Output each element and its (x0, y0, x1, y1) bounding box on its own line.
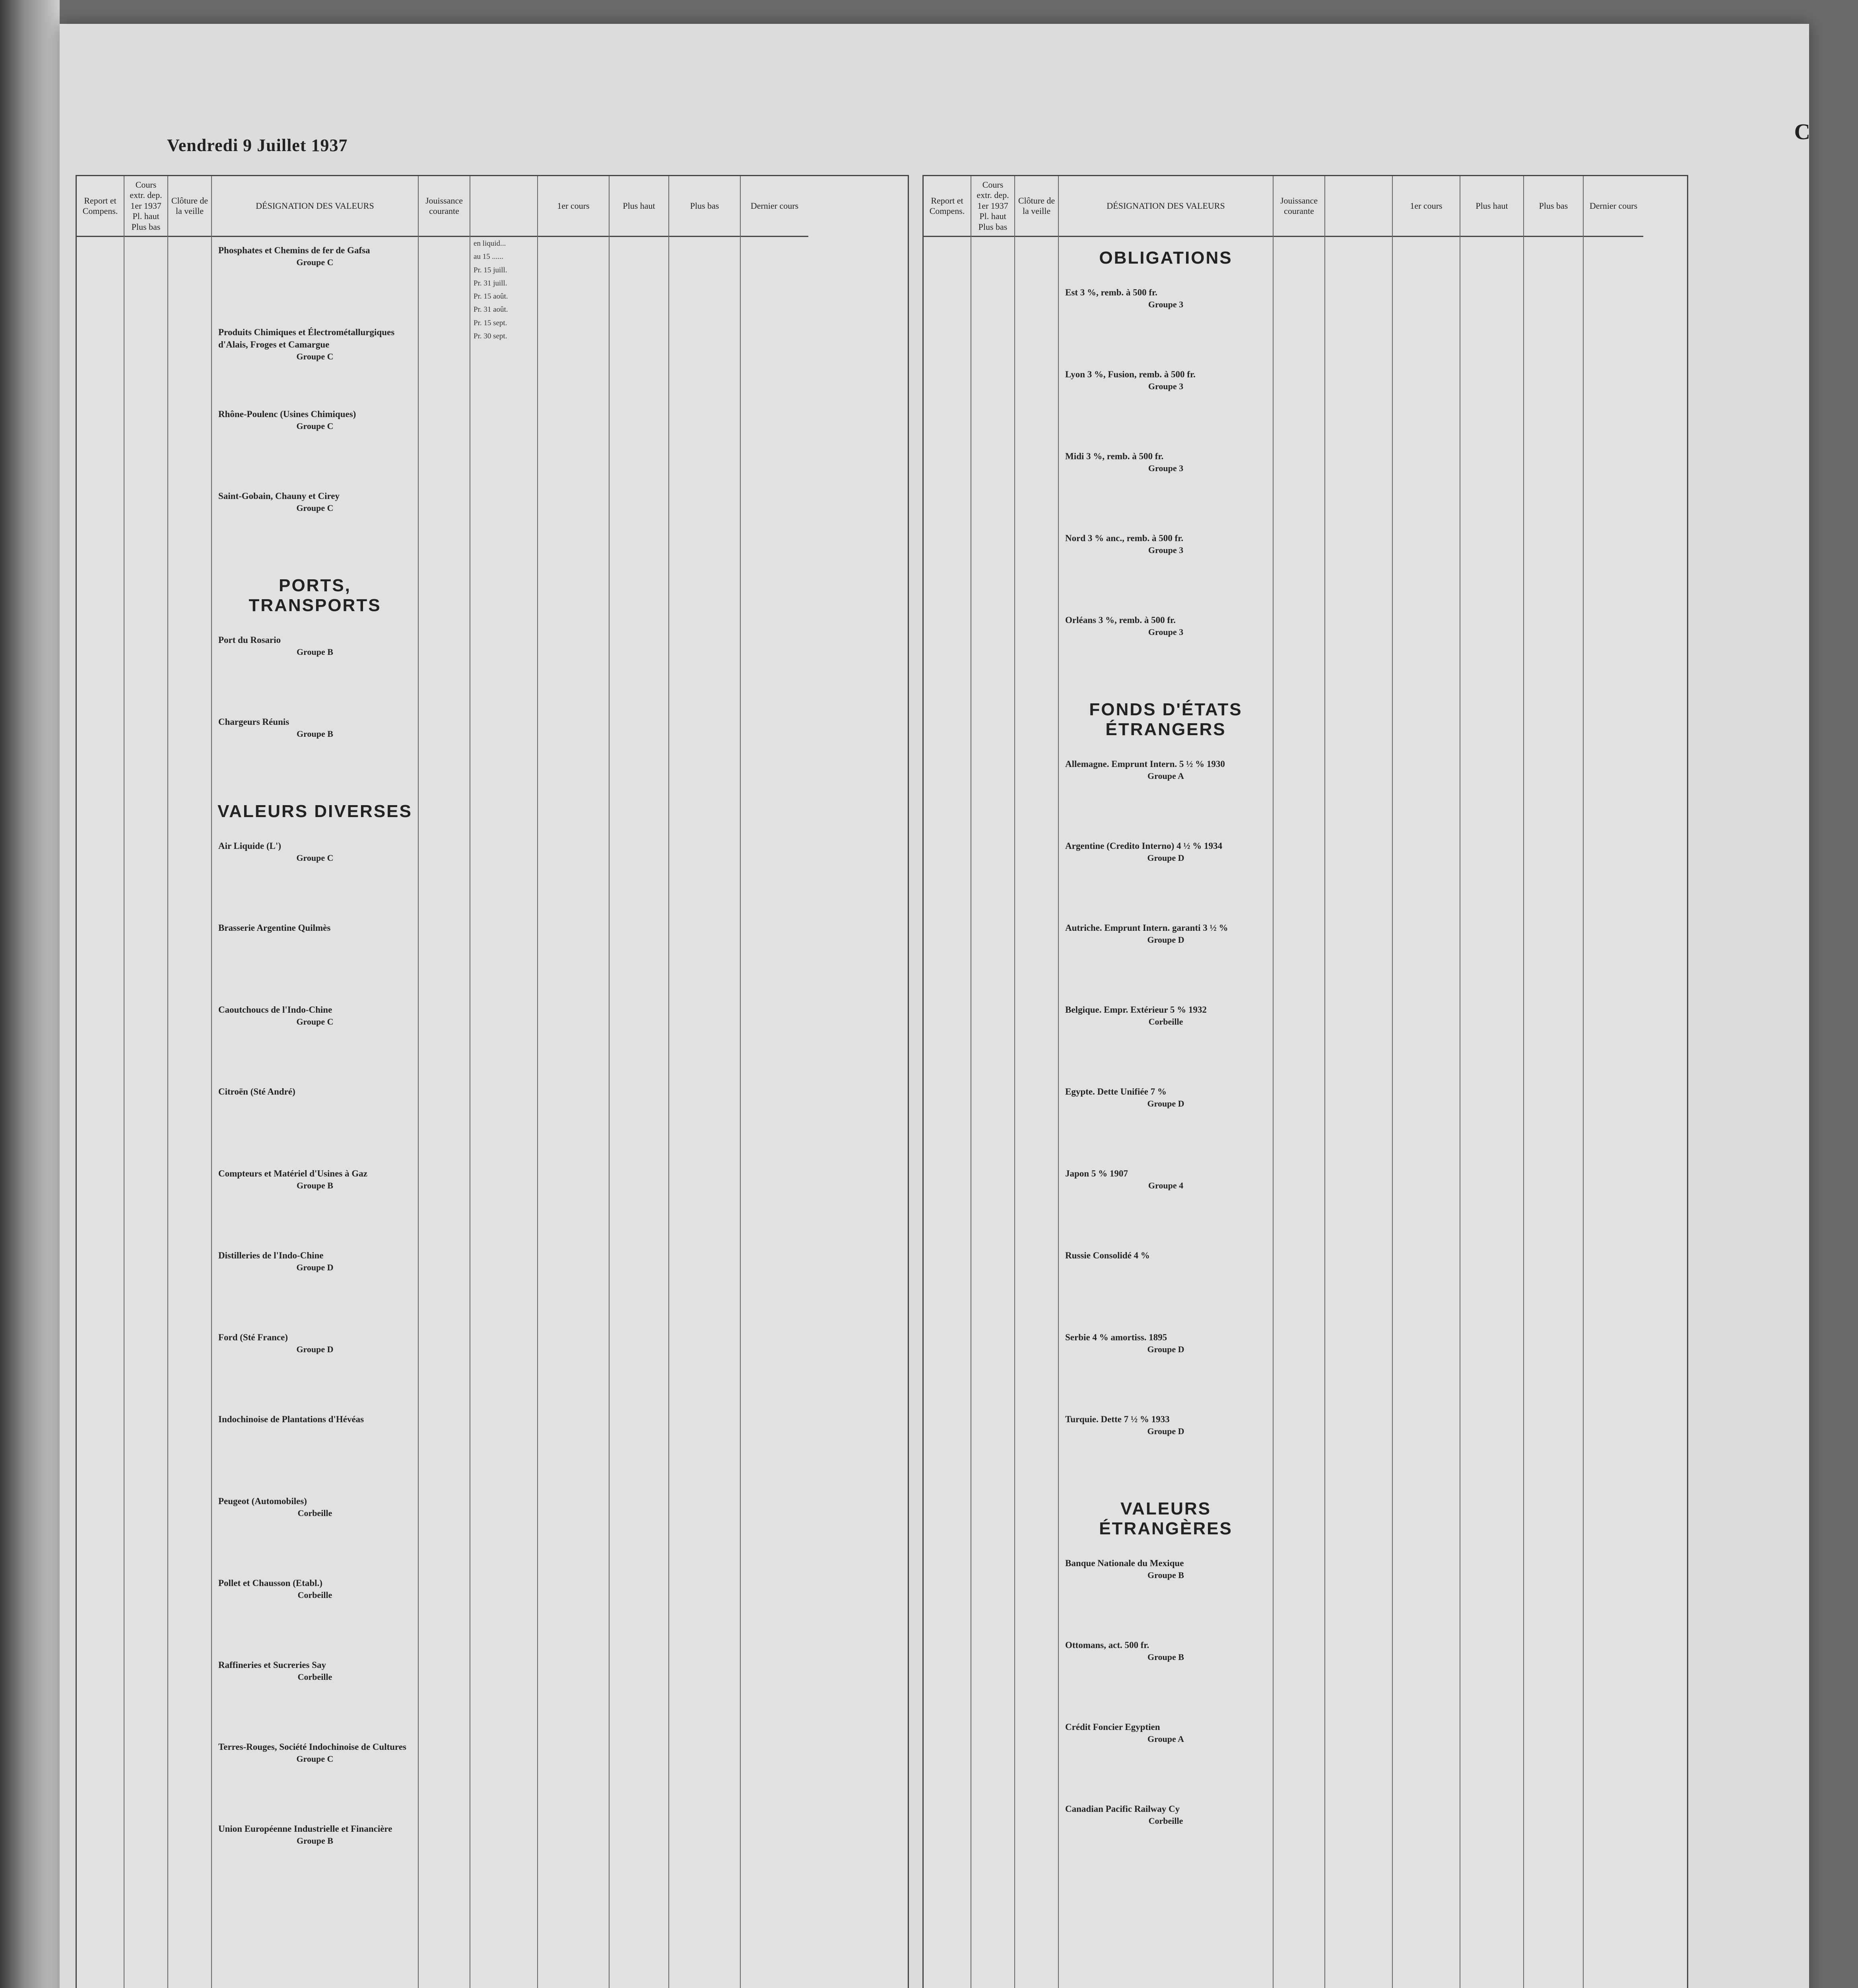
list-item: Midi 3 %, remb. à 500 fr. Groupe 3 (1065, 451, 1184, 474)
col-report: Report et Compens. (77, 176, 124, 1988)
list-item: Air Liquide (L') Groupe C (218, 841, 334, 863)
list-item: Lyon 3 %, Fusion, remb. à 500 fr. Groupe 3 (1065, 369, 1196, 392)
list-item: Belgique. Empr. Extérieur 5 % 1932 Corbeille (1065, 1005, 1207, 1027)
list-item: Caoutchoucs de l'Indo-Chine Groupe C (218, 1005, 334, 1027)
col-settlement-terms (470, 176, 538, 1988)
col-jouissance: Jouissance courante (1274, 176, 1325, 1988)
list-item: Canadian Pacific Railway Cy Corbeille (1065, 1804, 1183, 1826)
list-item: Peugeot (Automobiles) Corbeille (218, 1496, 332, 1518)
list-item: Russie Consolidé 4 % (1065, 1250, 1150, 1260)
list-item: Citroën (Sté André) (218, 1087, 295, 1097)
list-item: Phosphates et Chemins de fer de Gafsa Groupe C (218, 245, 370, 268)
list-item: Produits Chimiques et Électrométallurgiques d'Alais, Froges et Camargue Groupe C (218, 327, 395, 362)
col-premier-cours: 1er cours (538, 176, 610, 1988)
list-item: Ottomans, act. 500 fr. Groupe B (1065, 1640, 1184, 1662)
list-item: Brasserie Argentine Quilmès (218, 923, 331, 933)
list-item: Japon 5 % 1907 Groupe 4 (1065, 1169, 1184, 1191)
col-dernier-cours: Dernier cours (741, 176, 808, 1988)
list-item: Compteurs et Matériel d'Usines à Gaz Groupe B (218, 1169, 367, 1191)
col-plus-haut: Plus haut (610, 176, 669, 1988)
book-spine (0, 0, 60, 1988)
col-report: Report et Compens. (924, 176, 971, 1988)
list-item: Serbie 4 % amortiss. 1895 Groupe D (1065, 1332, 1184, 1355)
section-title: FONDS D'ÉTATS ÉTRANGERS (1089, 700, 1243, 739)
col-plus-bas: Plus bas (1524, 176, 1584, 1988)
col-cours-extr: Cours extr. dep. 1er 1937 Pl. haut Plus bas (124, 176, 168, 1988)
col-cloture: Clôture de la veille (1015, 176, 1059, 1988)
col-plus-haut: Plus haut (1460, 176, 1524, 1988)
list-item: Pollet et Chausson (Etabl.) Corbeille (218, 1578, 332, 1600)
col-plus-bas: Plus bas (669, 176, 741, 1988)
col-designation: DÉSIGNATION DES VALEURS OBLIGATIONS Est 3 %, remb. à 500 fr. Groupe 3 Lyon 3 %, Fusion, remb. à 500 fr. Groupe 3 Midi 3 %, remb. à 500 fr. Groupe 3 Nord 3 % anc., remb. à 500 fr. Groupe 3 Orléans 3 %, remb. à 500 fr. Groupe 3 FONDS D'ÉTATS ÉTRANGERS Allemagne. Emprunt Intern. 5 ½ % 1930 Groupe A Argentine (Credito Interno) 4 ½ % 1934 Groupe D Autriche. Emprunt Intern. garanti 3 ½ % Groupe D Belgique. Empr. Extérieur 5 % 1932 Corbeille Egypte. Dette Unifiée 7 % Groupe D Japon 5 % 1907 Groupe 4 Russie Consolidé 4 % Serbie 4 % amortiss. 1895 Groupe D Turquie. Dette 7 ½ % 1933 Groupe D VALEURS ÉTRANGÈRES Banque Nationale du Mexique Groupe B Ottomans, act. 500 fr. Groupe B Crédit Foncier Egyptien Groupe A Canadian Pacific Railway Cy Corbeille (1059, 176, 1274, 1988)
col-jouissance: Jouissance courante (419, 176, 470, 1988)
list-item: Allemagne. Emprunt Intern. 5 ½ % 1930 Groupe A (1065, 759, 1225, 781)
list-item: Saint-Gobain, Chauny et Cirey Groupe C (218, 491, 340, 513)
list-item: Ford (Sté France) Groupe D (218, 1332, 334, 1355)
col-cours-extr: Cours extr. dep. 1er 1937 Pl. haut Plus bas (971, 176, 1015, 1988)
list-item: Autriche. Emprunt Intern. garanti 3 ½ % Groupe D (1065, 923, 1228, 945)
col-cloture: Clôture de la veille (168, 176, 212, 1988)
page-letter: C (1794, 120, 1810, 144)
list-item: Egypte. Dette Unifiée 7 % Groupe D (1065, 1087, 1184, 1109)
list-item: Turquie. Dette 7 ½ % 1933 Groupe D (1065, 1414, 1184, 1437)
section-title: OBLIGATIONS (1099, 248, 1233, 268)
list-item: Crédit Foncier Egyptien Groupe A (1065, 1722, 1184, 1744)
col-dernier-cours: Dernier cours (1584, 176, 1643, 1988)
col-premier-cours: 1er cours (1393, 176, 1460, 1988)
list-item: Indochinoise de Plantations d'Hévéas (218, 1414, 364, 1424)
list-item: Union Européenne Industrielle et Financière Groupe B (218, 1824, 392, 1846)
list-item: Terres-Rouges, Société Indochinoise de Cultures Groupe C (218, 1742, 406, 1764)
col-settlement-terms (1325, 176, 1393, 1988)
list-item: Est 3 %, remb. à 500 fr. Groupe 3 (1065, 287, 1184, 310)
left-price-table (76, 175, 909, 1988)
list-item: Nord 3 % anc., remb. à 500 fr. Groupe 3 (1065, 533, 1184, 555)
col-designation: DÉSIGNATION DES VALEURS Phosphates et Chemins de fer de Gafsa Groupe C Produits Chimiques et Électrométallurgiques d'Alais, Froges et Camargue Groupe C Rhône-Poulenc (Usines Chimiques) Groupe C Saint-Gobain, Chauny et Cirey Groupe C PORTS, TRANSPORTS Port du Rosario Groupe B Chargeurs Réunis Groupe B VALEURS DIVERSES Air Liquide (L') Groupe C Brasserie Argentine Quilmès Caoutchoucs de l'Indo-Chine Groupe C Citroën (Sté André) Compteurs et Matériel d'Usines à Gaz Groupe B Distilleries de l'Indo-Chine Groupe D Ford (Sté France) Groupe D Indochinoise de Plantations d'Hévéas Peugeot (Automobiles) Corbeille Pollet et Chausson (Etabl.) Corbeille Raffineries et Sucreries Say Corbeille Terres-Rouges, Société Indochinoise de Cultures Groupe C Union Européenne Industrielle et Financière Groupe B (212, 176, 419, 1988)
list-item: Port du Rosario Groupe B (218, 635, 333, 657)
list-item: Distilleries de l'Indo-Chine Groupe D (218, 1250, 334, 1273)
right-price-table (922, 175, 1688, 1988)
list-item: Argentine (Credito Interno) 4 ½ % 1934 Groupe D (1065, 841, 1222, 863)
section-title: PORTS, TRANSPORTS (249, 576, 381, 615)
list-item: Rhône-Poulenc (Usines Chimiques) Groupe C (218, 409, 356, 431)
page-date: Vendredi 9 Juillet 1937 (167, 136, 348, 155)
section-title: VALEURS ÉTRANGÈRES (1099, 1499, 1233, 1538)
price-lines: en liquid... au 15 ...... Pr. 15 juill. Pr. 31 juill. Pr. 15 août. Pr. 31 août. Pr. 15 sept. Pr. 30 sept. (474, 239, 508, 340)
list-item: Orléans 3 %, remb. à 500 fr. Groupe 3 (1065, 615, 1184, 637)
list-item: Chargeurs Réunis Groupe B (218, 717, 333, 739)
list-item: Raffineries et Sucreries Say Corbeille (218, 1660, 332, 1682)
section-title: VALEURS DIVERSES (217, 802, 412, 821)
list-item: Banque Nationale du Mexique Groupe B (1065, 1558, 1184, 1580)
